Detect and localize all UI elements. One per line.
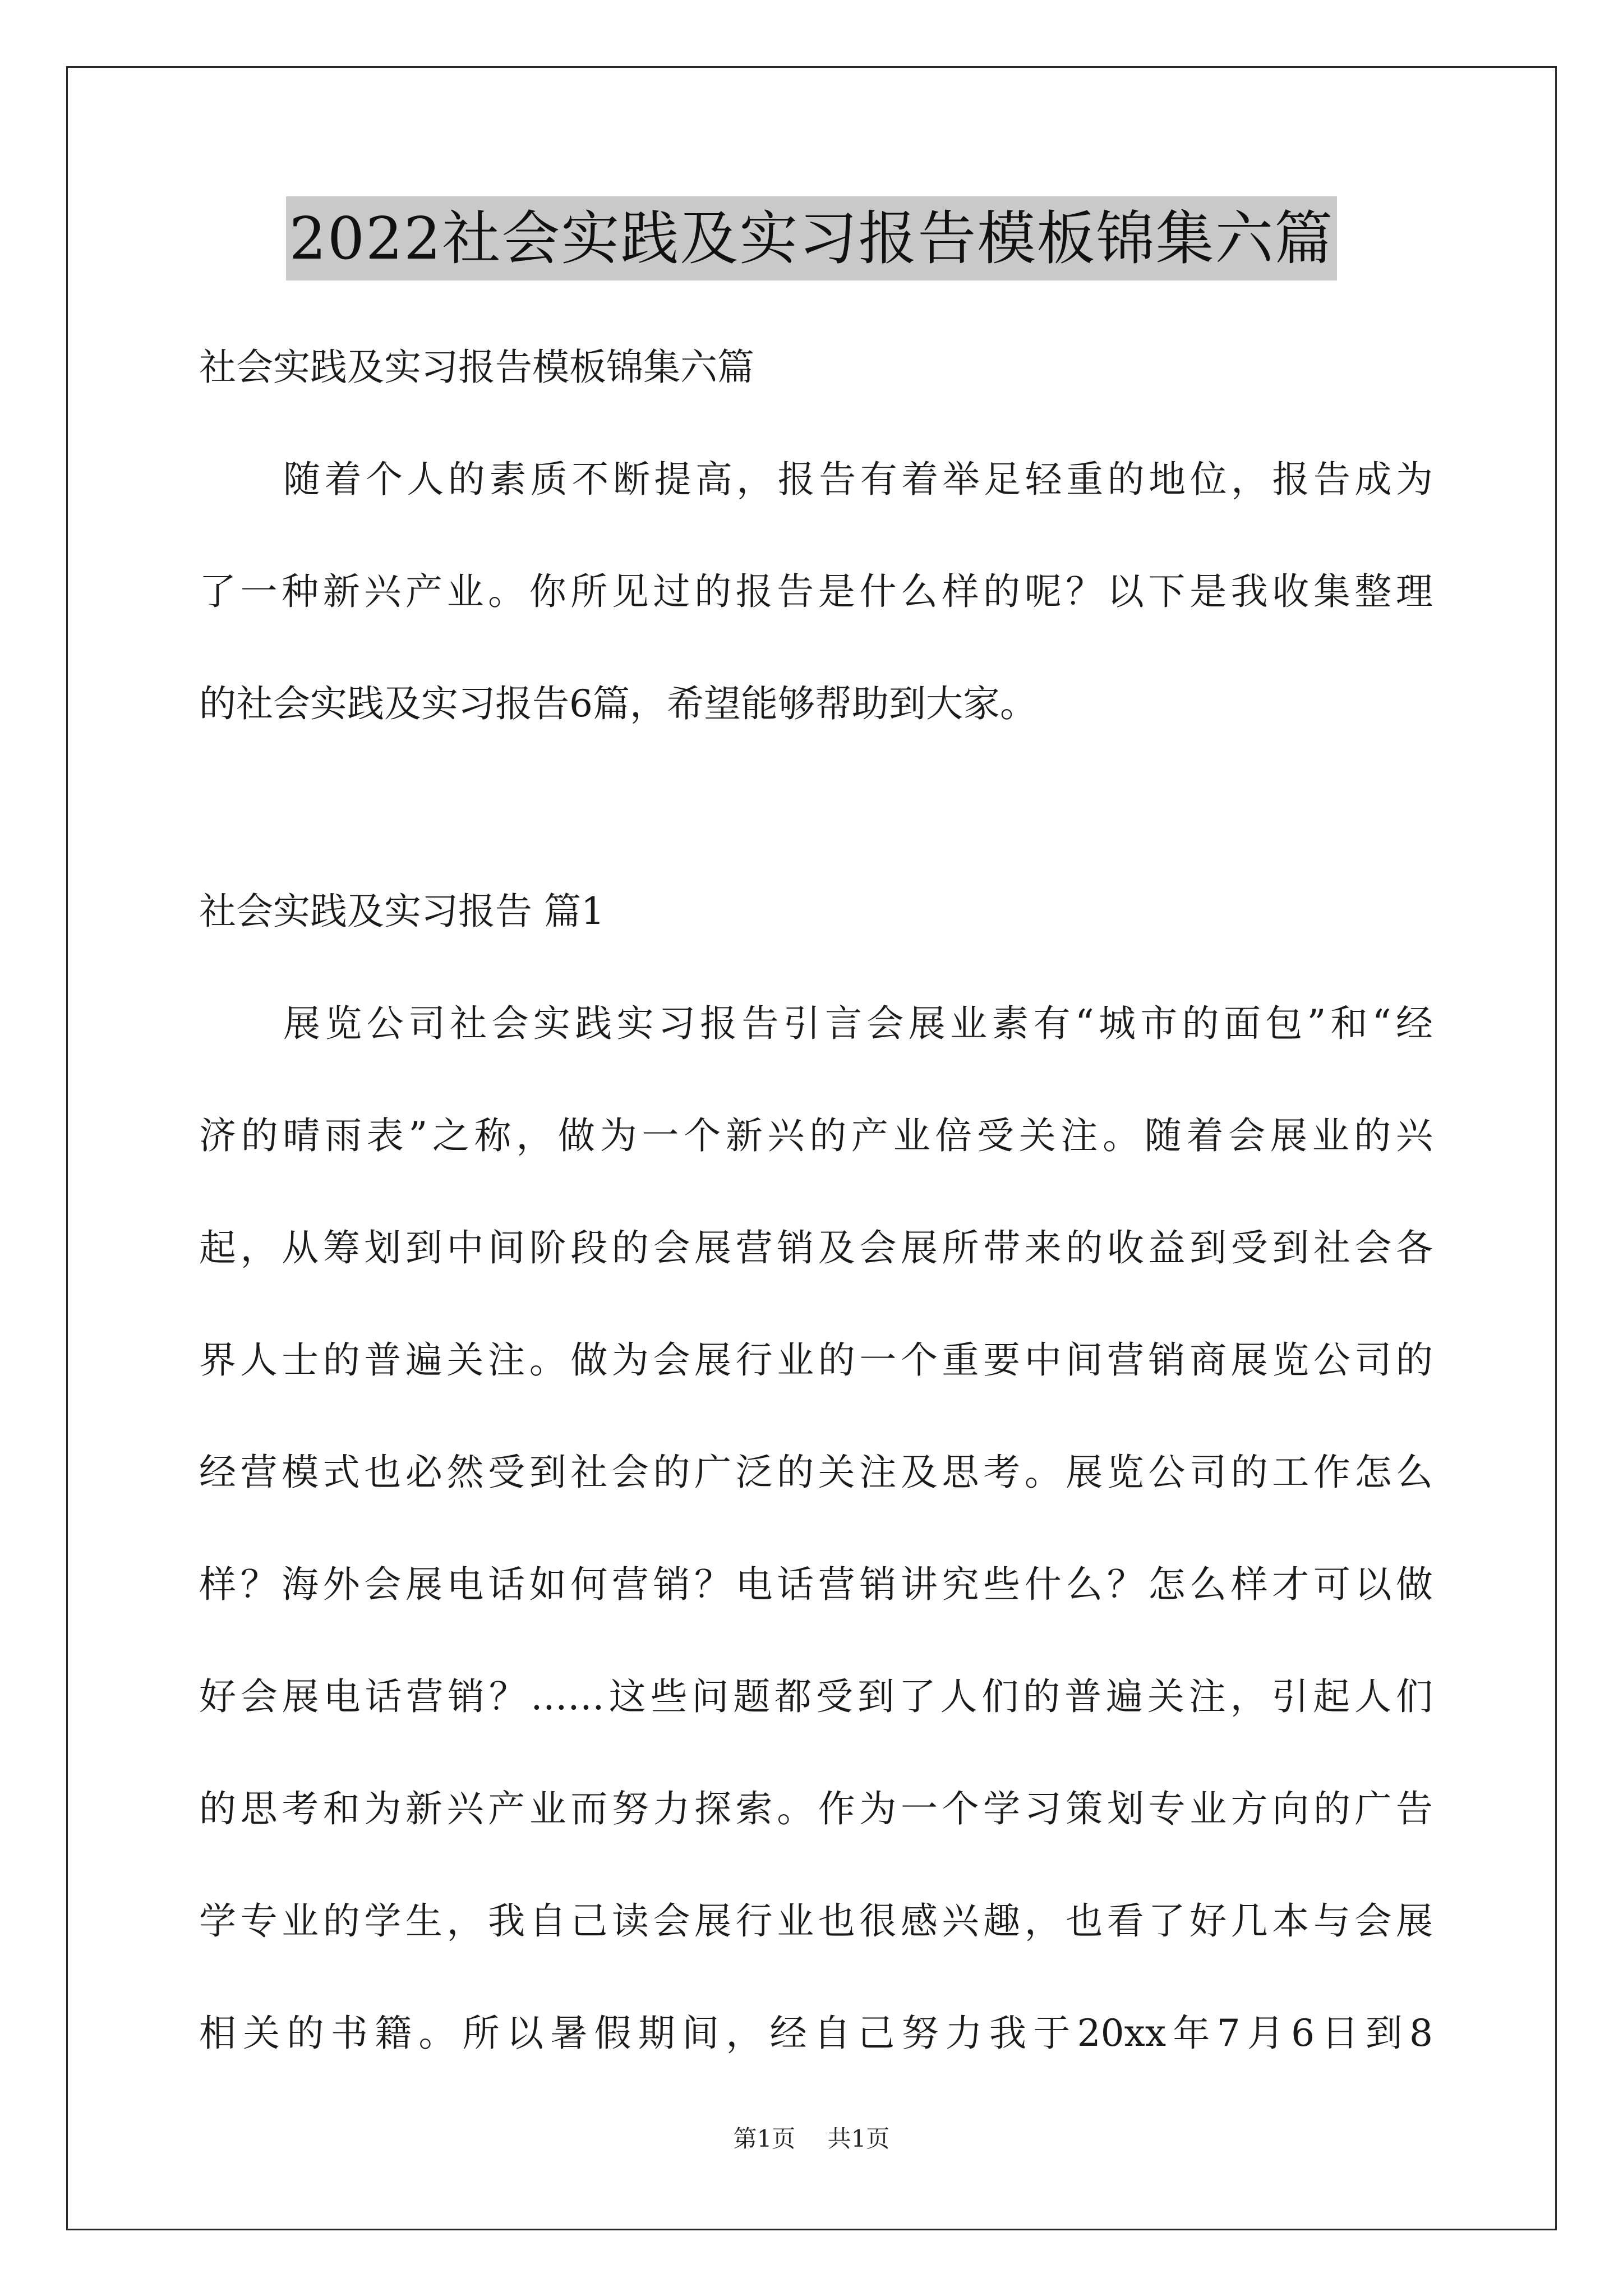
body-line: 的思考和为新兴产业而努力探索。作为一个学习策划专业方向的广告 xyxy=(199,1787,1433,1830)
page-footer xyxy=(0,2120,1623,2154)
section-heading: 社会实践及实习报告 篇1 xyxy=(199,890,605,933)
body-line: 济的晴雨表”之称，做为一个新兴的产业倍受关注。随着会展业的兴 xyxy=(199,1114,1433,1157)
body-line: 经营模式也必然受到社会的广泛的关注及思考。展览公司的工作怎么 xyxy=(199,1451,1433,1494)
body-line: 相关的书籍。所以暑假期间，经自己努力我于20xx年7月6日到8 xyxy=(199,2012,1433,2055)
page-number: 第1页 xyxy=(733,2125,796,2152)
body-line: 样？海外会展电话如何营销？电话营销讲究些什么？怎么样才可以做 xyxy=(199,1563,1433,1606)
body-line: 展览公司社会实践实习报告引言会展业素有“城市的面包”和“经 xyxy=(283,1002,1433,1045)
page-total: 共1页 xyxy=(827,2125,890,2152)
body-line: 学专业的学生，我自己读会展行业也很感兴趣，也看了好几本与会展 xyxy=(199,1899,1433,1943)
document-subtitle: 社会实践及实习报告模板锦集六篇 xyxy=(199,346,754,389)
title-container xyxy=(0,196,1623,280)
intro-line: 了一种新兴产业。你所见过的报告是什么样的呢？以下是我收集整理 xyxy=(199,570,1433,613)
body-line: 好会展电话营销？……这些问题都受到了人们的普遍关注，引起人们 xyxy=(199,1675,1433,1718)
document-title: 2022社会实践及实习报告模板锦集六篇 xyxy=(286,196,1338,280)
intro-line: 的社会实践及实习报告6篇，希望能够帮助到大家。 xyxy=(199,682,1037,725)
body-line: 起，从筹划到中间阶段的会展营销及会展所带来的收益到受到社会各 xyxy=(199,1226,1433,1269)
body-line: 界人士的普遍关注。做为会展行业的一个重要中间营销商展览公司的 xyxy=(199,1338,1433,1382)
intro-line: 随着个人的素质不断提高，报告有着举足轻重的地位，报告成为 xyxy=(283,458,1433,501)
